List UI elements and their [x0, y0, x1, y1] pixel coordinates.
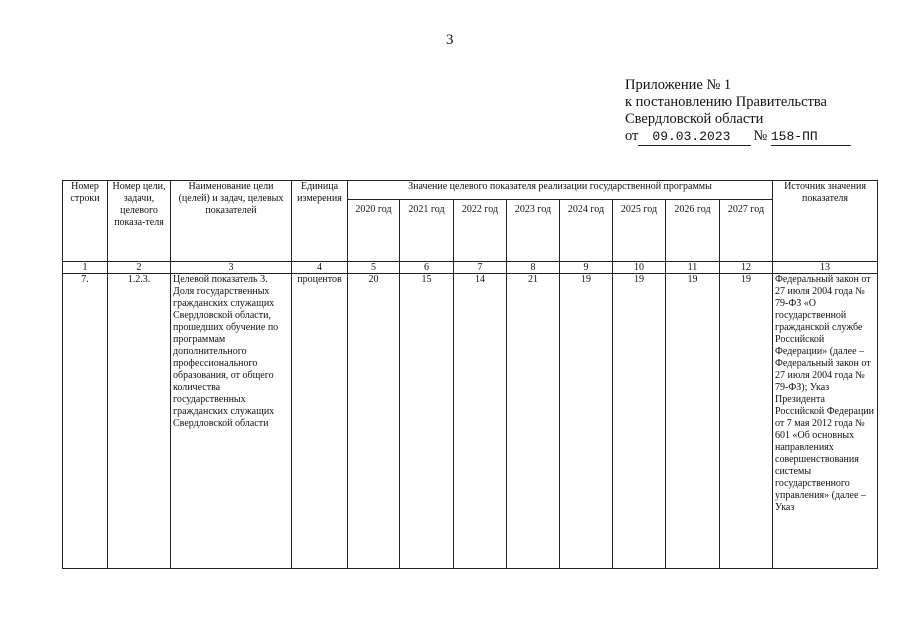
- value-cell: 19: [666, 274, 720, 569]
- header-year: 2022 год: [454, 200, 507, 262]
- row-number-cell: 7.: [63, 274, 108, 569]
- column-number: 8: [507, 262, 560, 274]
- column-number: 12: [720, 262, 773, 274]
- from-label: от: [625, 128, 639, 144]
- value-cell: 21: [507, 274, 560, 569]
- header-goal-number: Номер цели, задачи, целевого показа-теля: [108, 181, 171, 262]
- header-year: 2025 год: [613, 200, 666, 262]
- source-cell: Федеральный закон от 27 июля 2004 года № 79-ФЗ «О государственной гражданской службе Российской Федерации» (далее – Федеральный закон от 27 июля 2004 года № 79-ФЗ); Указ Президента Российской Федерации от 7 мая 2012 года № 601 «Об основных направлениях совершенствования системы государственного управления» (далее – Указ: [773, 274, 878, 569]
- indicators-table: [62, 180, 878, 569]
- resolution-number: 158-ПП: [770, 129, 818, 144]
- goal-number-cell: 1.2.3.: [108, 274, 171, 569]
- value-cell: 19: [720, 274, 773, 569]
- column-number: 11: [666, 262, 720, 274]
- header-row-top: [63, 181, 878, 200]
- header-name: Наименование цели (целей) и задач, целевых показателей: [171, 181, 292, 262]
- indicator-name-cell: Целевой показатель 3. Доля государственных гражданских служащих Свердловской области, прошедших обучение по программам дополнительного профессионального образования, от общего количества государственных гражданских служащих Свердловской области: [171, 274, 292, 569]
- column-number: 10: [613, 262, 666, 274]
- appendix-region-line: Свердловской области: [625, 111, 764, 127]
- header-year: 2026 год: [666, 200, 720, 262]
- header-unit: Единица измерения: [292, 181, 348, 262]
- column-number: 1: [63, 262, 108, 274]
- appendix-date-line: [625, 128, 851, 146]
- column-number: 7: [454, 262, 507, 274]
- appendix-resolution-line: к постановлению Правительства: [625, 94, 827, 110]
- column-number: 5: [348, 262, 400, 274]
- appendix-header: [625, 77, 851, 146]
- appendix-title: Приложение № 1: [625, 77, 732, 93]
- header-year: 2021 год: [400, 200, 454, 262]
- value-cell: 19: [613, 274, 666, 569]
- header-values-group: Значение целевого показателя реализации государственной программы: [348, 181, 773, 200]
- header-year: 2024 год: [560, 200, 613, 262]
- column-number: 3: [171, 262, 292, 274]
- number-label: №: [753, 128, 768, 144]
- column-number: 2: [108, 262, 171, 274]
- column-number: 4: [292, 262, 348, 274]
- header-year: 2027 год: [720, 200, 773, 262]
- value-cell: 20: [348, 274, 400, 569]
- column-number: 13: [773, 262, 878, 274]
- value-cell: 14: [454, 274, 507, 569]
- value-cell: 15: [400, 274, 454, 569]
- column-number: 9: [560, 262, 613, 274]
- column-numbers-row: [63, 262, 878, 274]
- column-number: 6: [400, 262, 454, 274]
- header-row-number: Номер строки: [63, 181, 108, 262]
- header-source: Источник значения показателя: [773, 181, 878, 262]
- unit-cell: процентов: [292, 274, 348, 569]
- header-year: 2020 год: [348, 200, 400, 262]
- page-number: 3: [446, 32, 454, 48]
- resolution-date: 09.03.2023: [652, 129, 731, 144]
- header-year: 2023 год: [507, 200, 560, 262]
- value-cell: 19: [560, 274, 613, 569]
- table-row: [63, 274, 878, 569]
